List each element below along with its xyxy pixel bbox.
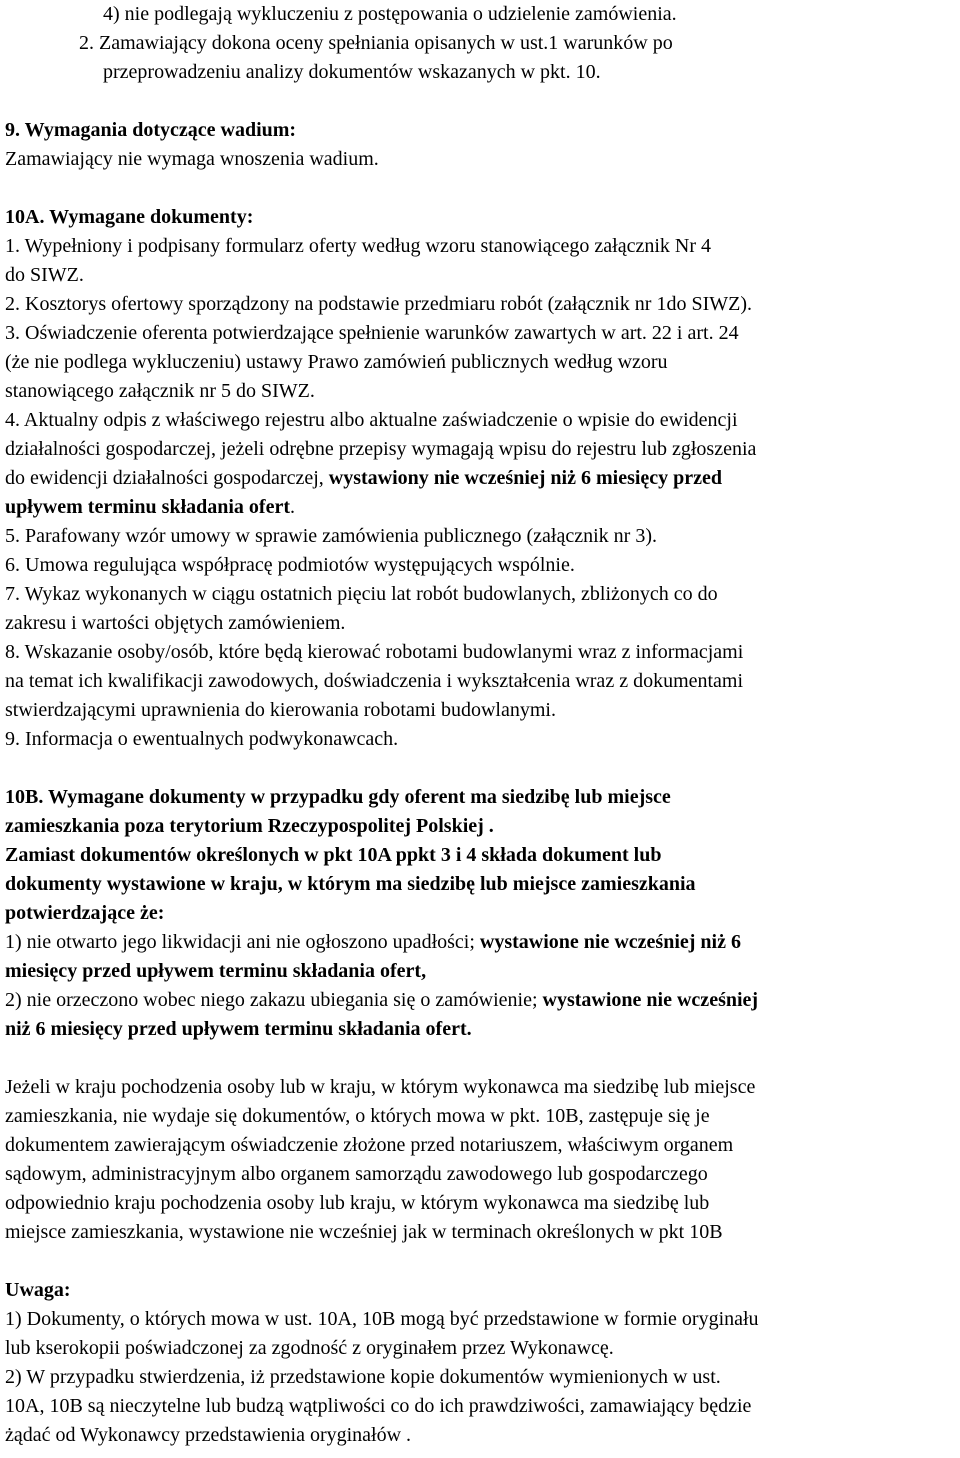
text-line: miesięcy przed upływem terminu składania ofert, <box>5 960 427 982</box>
list-item: 2. Kosztorys ofertowy sporządzony na podstawie przedmiaru robót (załącznik nr 1do SIWZ). <box>5 293 752 315</box>
text-line: do SIWZ. <box>5 264 84 286</box>
list-item: 1) Dokumenty, o których mowa w ust. 10A, 10B mogą być przedstawione w formie oryginału <box>5 1308 759 1330</box>
text-line: przeprowadzeniu analizy dokumentów wskazanych w pkt. 10. <box>103 61 601 83</box>
text-line: 10A, 10B są nieczytelne lub budzą wątpliwości co do ich prawdziwości, zamawiający będzie <box>5 1395 752 1417</box>
bold-text: wystawione nie wcześniej <box>542 989 759 1011</box>
text-line: potwierdzające że: <box>5 902 165 924</box>
text-line: zakresu i wartości objętych zamówieniem. <box>5 612 346 634</box>
text-line: miejsce zamieszkania, wystawione nie wcześniej jak w terminach określonych w pkt 10B <box>5 1221 723 1243</box>
bold-text: upływem terminu składania ofert <box>5 496 290 518</box>
text-line: zamieszkania, nie wydaje się dokumentów, o których mowa w pkt. 10B, zastępuje się je <box>5 1105 710 1127</box>
text-line: sądowym, administracyjnym albo organem samorządu zawodowego lub gospodarczego <box>5 1163 708 1185</box>
list-item: 1. Wypełniony i podpisany formularz oferty według wzoru stanowiącego załącznik Nr 4 <box>5 235 711 257</box>
text-line: dokumenty wystawione w kraju, w którym ma siedzibę lub miejsce zamieszkania <box>5 873 696 895</box>
list-item: 7. Wykaz wykonanych w ciągu ostatnich pięciu lat robót budowlanych, zbliżonych co do <box>5 583 718 605</box>
text-span: 2) nie orzeczono wobec niego zakazu ubiegania się o zamówienie; <box>5 989 543 1011</box>
text-line: na temat ich kwalifikacji zawodowych, doświadczenia i wykształcenia wraz z dokumentami <box>5 670 744 692</box>
list-item <box>5 986 758 1015</box>
section-heading: 9. Wymagania dotyczące wadium: <box>5 119 297 141</box>
section-heading: Uwaga: <box>5 1279 71 1301</box>
text-line: niż 6 miesięcy przed upływem terminu składania ofert. <box>5 1018 472 1040</box>
list-item: 3. Oświadczenie oferenta potwierdzające spełnienie warunków zawartych w art. 22 i art. 24 <box>5 322 739 344</box>
text-line: stwierdzającymi uprawnienia do kierowania robotami budowlanymi. <box>5 699 556 721</box>
list-item: 6. Umowa regulująca współpracę podmiotów występujących wspólnie. <box>5 554 575 576</box>
list-item <box>5 928 741 957</box>
list-item: 4. Aktualny odpis z właściwego rejestru albo aktualne zaświadczenie o wpisie do ewidencji <box>5 409 738 431</box>
text-line: działalności gospodarczej, jeżeli odrębne przepisy wymagają wpisu do rejestru lub zgłoszenia <box>5 438 757 460</box>
list-item: 9. Informacja o ewentualnych podwykonawcach. <box>5 728 399 750</box>
text-line: 4) nie podlegają wykluczeniu z postępowania o udzielenie zamówienia. <box>103 3 677 25</box>
bold-text: wystawiony nie wcześniej niż 6 miesięcy przed <box>328 467 723 489</box>
text-line: stanowiącego załącznik nr 5 do SIWZ. <box>5 380 315 402</box>
list-item: 5. Parafowany wzór umowy w sprawie zamówienia publicznego (załącznik nr 3). <box>5 525 657 547</box>
section-heading: 10A. Wymagane dokumenty: <box>5 206 254 228</box>
text-line: Zamiast dokumentów określonych w pkt 10A ppkt 3 i 4 składa dokument lub <box>5 844 662 866</box>
text-line: odpowiednio kraju pochodzenia osoby lub kraju, w którym wykonawca ma siedzibę lub <box>5 1192 710 1214</box>
section-heading: zamieszkania poza terytorium Rzeczypospolitej Polskiej . <box>5 815 494 837</box>
section-heading: 10B. Wymagane dokumenty w przypadku gdy oferent ma siedzibę lub miejsce <box>5 786 671 808</box>
list-item: 2) W przypadku stwierdzenia, iż przedstawione kopie dokumentów wymienionych w ust. <box>5 1366 721 1388</box>
bold-text: wystawione nie wcześniej niż 6 <box>479 931 741 953</box>
text-line: lub kserokopii poświadczonej za zgodność z oryginałem przez Wykonawcę. <box>5 1337 614 1359</box>
text-line: Jeżeli w kraju pochodzenia osoby lub w kraju, w którym wykonawca ma siedzibę lub miejsce <box>5 1076 756 1098</box>
text-line: 2. Zamawiający dokona oceny spełniania opisanych w ust.1 warunków po <box>79 32 673 54</box>
list-item: 8. Wskazanie osoby/osób, które będą kierować robotami budowlanymi wraz z informacjami <box>5 641 744 663</box>
text-line: (że nie podlega wykluczeniu) ustawy Prawo zamówień publicznych według wzoru <box>5 351 668 373</box>
text-line: dokumentem zawierającym oświadczenie złożone przed notariuszem, właściwym organem <box>5 1134 734 1156</box>
text-span: . <box>290 496 295 518</box>
text-span: do ewidencji działalności gospodarczej, <box>5 467 329 489</box>
text-line: żądać od Wykonawcy przedstawienia oryginałów . <box>5 1424 412 1446</box>
text-span: 1) nie otwarto jego likwidacji ani nie ogłoszono upadłości; <box>5 931 480 953</box>
text-line <box>5 464 722 493</box>
text-line <box>5 493 295 522</box>
text-line: Zamawiający nie wymaga wnoszenia wadium. <box>5 148 379 170</box>
